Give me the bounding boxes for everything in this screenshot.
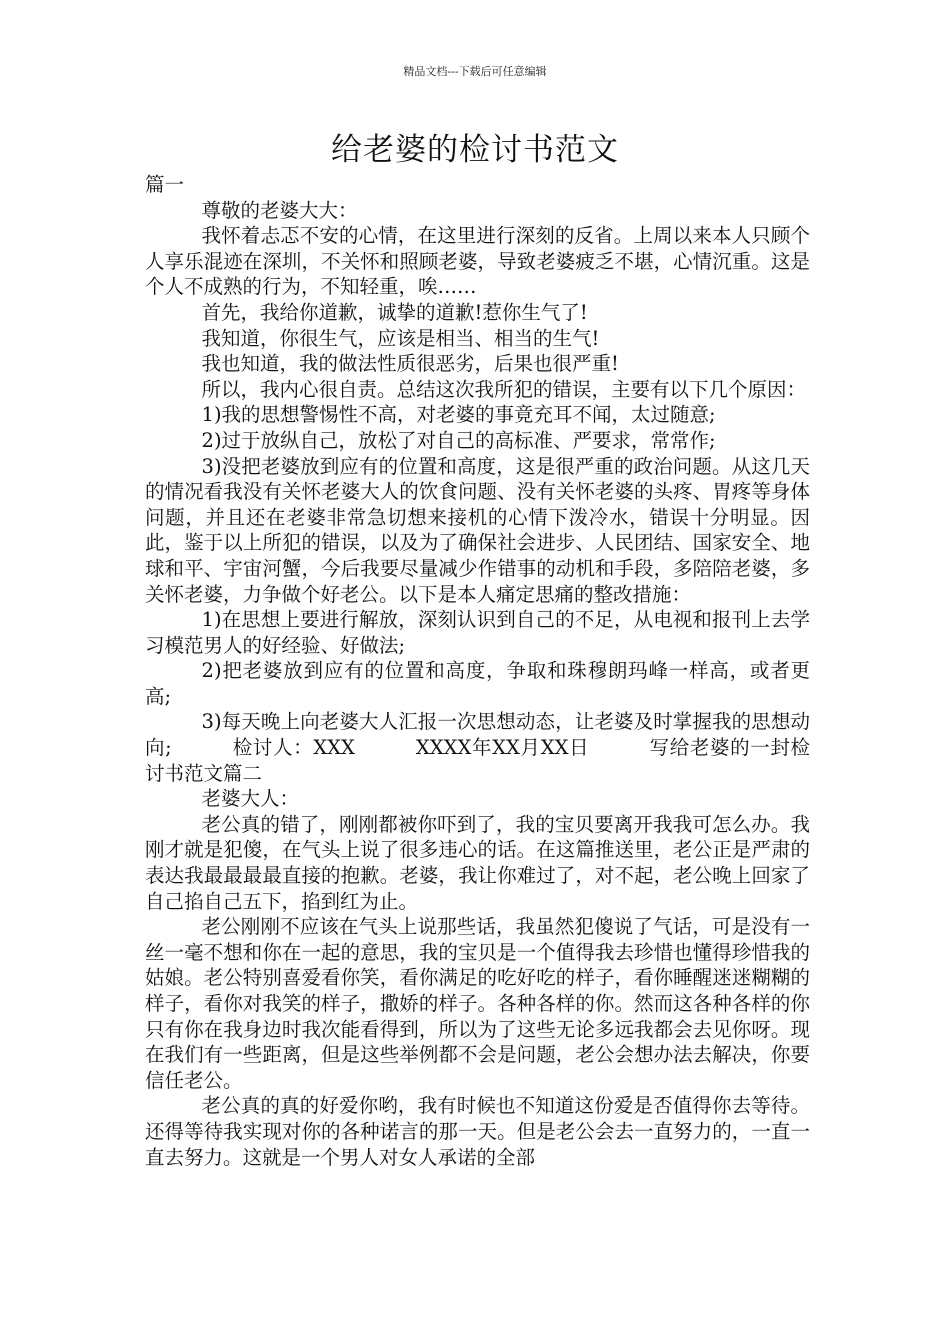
body-paragraph: 所以，我内心很自责。总结这次我所犯的错误，主要有以下几个原因：: [201, 377, 807, 401]
document-body: [145, 172, 810, 1170]
list-item: 1)我的思想警惕性不高，对老婆的事竟充耳不闻，太过随意;: [201, 403, 716, 427]
body-paragraph: 老公真的真的好爱你哟，我有时候也不知道这份爱是否值得你去等待。还得等待我实现对你的各种诺言的那一天。但是老公会去一直努力的，一直一直去努力。这就是一个男人对女人承诺的全部: [145, 1094, 810, 1169]
section-label: 篇一: [145, 173, 185, 196]
body-paragraph: 老公刚刚不应该在气头上说那些话，我虽然犯傻说了气话，可是没有一丝一毫不想和你在一起的意思，我的宝贝是一个值得我去珍惜也懂得珍惜我的姑娘。老公特别喜爱看你笑，看你满足的吃好吃的样子，看你睡醒迷迷糊糊的样子，看你对我笑的样子，撒娇的样子。各种各样的你。然而这各种各样的你只有你在我身边时我次能看得到，所以为了这些无论多远我都会去见你呀。现在我们有一些距离，但是这些举例都不会是问题，老公会想办法去解决，你要信任老公。: [145, 915, 810, 1092]
document-title: 给老婆的检讨书范文: [331, 132, 619, 168]
list-item: 3)没把老婆放到应有的位置和高度，这是很严重的政治问题。从这几天的情况看我没有关怀老婆大人的饮食问题、没有关怀老婆的头疼、胃疼等身体问题，并且还在老婆非常急切想来接机的心情下泼冷水，错误十分明显。因此，鉴于以上所犯的错误，以及为了确保社会进步、人民团结、国家安全、地球和平、宇宙河蟹，今后我要尽量减少作错事的动机和手段，多陪陪老婆，多关怀老婆，力争做个好老公。以下是本人痛定思痛的整改措施：: [145, 454, 810, 606]
list-item: 2)把老婆放到应有的位置和高度，争取和珠穆朗玛峰一样高，或者更高;: [145, 659, 810, 708]
body-paragraph: 老公真的错了，刚刚都被你吓到了，我的宝贝要离开我我可怎么办。我刚才就是犯傻，在气头上说了很多违心的话。在这篇推送里，老公正是严肃的表达我最最最最直接的抱歉。老婆，我让你难过了，对不起，老公晚上回家了自己掐自己五下，掐到红为止。: [145, 812, 810, 913]
salutation: 老婆大人：: [201, 787, 300, 811]
list-item: 1)在思想上要进行解放，深刻认识到自己的不足，从电视和报刊上去学习模范男人的好经验、好做法;: [145, 608, 810, 657]
body-paragraph: 首先，我给你道歉，诚挚的道歉!惹你生气了!: [201, 300, 588, 324]
body-paragraph: 我怀着忐忑不安的心情，在这里进行深刻的反省。上周以来本人只顾个人享乐混迹在深圳，不关怀和照顾老婆，导致老婆疲乏不堪，心情沉重。这是个人不成熟的行为，不知轻重，唉……: [145, 224, 810, 299]
list-item: 2)过于放纵自己，放松了对自己的高标准、严要求，常常作;: [201, 428, 716, 452]
page-header: 精品文档---下载后可任意编辑: [403, 65, 547, 78]
body-paragraph: 我也知道，我的做法性质很恶劣，后果也很严重!: [201, 352, 619, 376]
salutation: 尊敬的老婆大大：: [201, 198, 358, 222]
list-item: 3)每天晚上向老婆大人汇报一次思想动态，让老婆及时掌握我的思想动向; 检讨人：XXX XXXX年XX月XX日 写给老婆的一封检讨书范文篇二: [145, 710, 810, 785]
body-paragraph: 我知道，你很生气，应该是相当、相当的生气!: [201, 326, 600, 350]
